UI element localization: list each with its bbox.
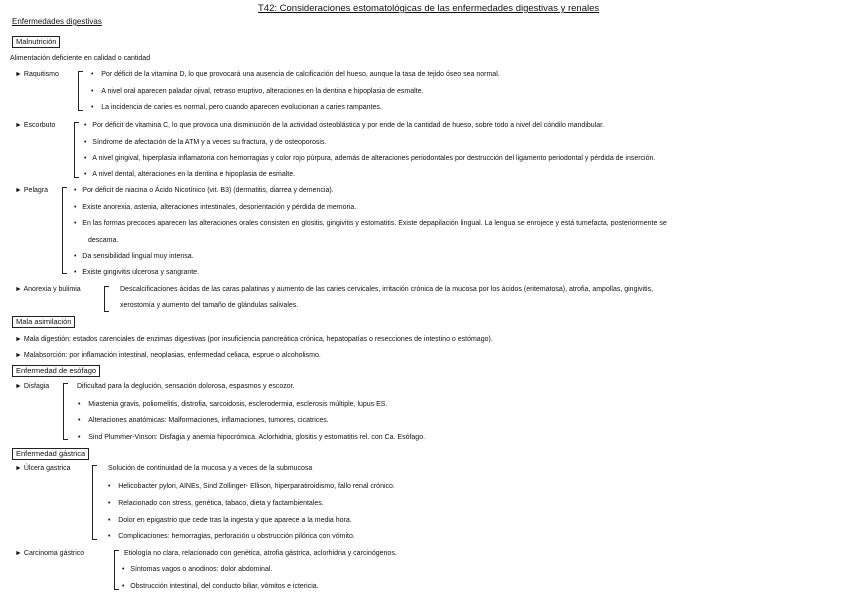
- bullet-icon: •: [74, 220, 77, 227]
- bullet-icon: •: [108, 500, 111, 507]
- list-item-text: Síntomas vagos o anodinos: dolor abdominal.: [130, 566, 273, 573]
- list-item: [108, 483, 395, 490]
- bullet-icon: •: [84, 155, 87, 162]
- bracket: [78, 71, 83, 111]
- escorbuto-term: [15, 122, 55, 129]
- anorexia-term: [15, 286, 81, 293]
- list-item: [108, 517, 352, 524]
- arrow-right-icon: ►: [15, 122, 22, 129]
- bullet-icon: •: [122, 583, 125, 590]
- anorexia-line-2: xerostomía y aumento del tamaño de glándulas salivales.: [120, 302, 299, 309]
- list-item-text: Por déficit de niacina o Ácido Nicotínico (vit. B3) (dermatitis, diarrea y demencia).: [82, 187, 334, 194]
- list-item-text: Complicaciones: hemorragias, perforación u obstrucción pilórica con vómito.: [118, 533, 355, 540]
- list-item-text: A nivel oral aparecen paladar ojival, retraso eruptivo, alteraciones en la dentina e hipoplasia de esmalte.: [101, 88, 424, 95]
- bullet-icon: •: [78, 434, 81, 441]
- ulcera-term: [15, 465, 71, 472]
- list-item-text: Por déficit de vitamina C, lo que provoca una disminución de la actividad osteoblástica y por ende de la cantidad de hueso, sobre todo a nivel del cóndilo mandibular.: [92, 122, 605, 129]
- carcinoma-intro: Etiología no clara, relacionado con genética, atrofia gástrica, aclorhidria y carcinógenos.: [124, 550, 397, 557]
- bullet-icon: •: [78, 417, 81, 424]
- list-item-text: Obstrucción intestinal, del conducto biliar, vómitos e ictericia.: [130, 583, 319, 590]
- list-item-text: Alteraciones anatómicas: Malformaciones, inflamaciones, tumores, cicatrices.: [88, 417, 329, 424]
- arrow-right-icon: ►: [15, 336, 22, 343]
- bullet-icon: •: [91, 88, 94, 95]
- list-item: [84, 139, 326, 146]
- list-item: [84, 171, 295, 178]
- bullet-icon: •: [122, 566, 125, 573]
- list-item-text: Relacionado con stress, genética, tabaco, dieta y factambientales.: [118, 500, 324, 507]
- arrow-right-icon: ►: [15, 465, 22, 472]
- anorexia-line-1: Descalcificaciones ácidas de las caras palatinas y aumento de las caries cervicales, irritación crónica de la mucosa por los ácidos (eritematosa), atrofia, ampollas, gingivitis,: [120, 286, 654, 293]
- arrow-right-icon: ►: [15, 71, 22, 78]
- raquitismo-label: Raquitismo: [23, 71, 59, 78]
- list-item: [108, 500, 324, 507]
- list-item-text: A nivel gingival, hiperplasia inflamatoria con hemorragias y color rojo púrpura, además de alteraciones periodontales por destrucción del ligamento periodontal y pérdida de inserción.: [92, 155, 656, 162]
- document-title: T42: Consideraciones estomatológicas de las enfermedades digestivas y renales: [258, 3, 600, 14]
- list-item-text: Existe anorexia, astenia, alteraciones intestinales, desorientación y pérdida de memoria.: [82, 204, 357, 211]
- disfagia-label: Disfagia: [23, 383, 50, 390]
- list-item-text: Síndrome de afectación de la ATM y a veces su fractura, y de osteoporosis.: [92, 139, 327, 146]
- escorbuto-label: Escorbuto: [23, 122, 56, 129]
- bullet-icon: •: [74, 204, 77, 211]
- list-item: [84, 155, 655, 162]
- malnutricion-intro: Alimentación deficiente en calidad o cantidad: [10, 55, 151, 62]
- list-item: [84, 122, 604, 129]
- box-mala-asimilacion: Mala asimilación: [12, 316, 75, 328]
- bullet-icon: •: [108, 517, 111, 524]
- bullet-icon: •: [74, 253, 77, 260]
- arrow-right-icon: ►: [15, 383, 22, 390]
- list-item-text: Helicobacter pylori, AINEs, Sind Zollinger- Ellison, hiperparatiroidismo, fallo renal crónico.: [118, 483, 395, 490]
- bracket: [114, 550, 119, 590]
- bracket: [63, 383, 68, 440]
- disfagia-term: [15, 383, 49, 390]
- bullet-icon: •: [78, 401, 81, 408]
- list-item: [74, 269, 199, 276]
- arrow-right-icon: ►: [15, 187, 22, 194]
- bullet-icon: •: [74, 187, 77, 194]
- list-item: [15, 352, 321, 359]
- box-gastrica: Enfermedad gástrica: [12, 448, 89, 460]
- list-item-text: Malabsorción: por inflamación intestinal, neoplasias, enfermedad celiaca, esprue o alcoholismo.: [23, 352, 321, 359]
- list-item-text: En las formas precoces aparecen las alteraciones orales consisten en glositis, gingivitis y estomatitis. Existe depapilación lingual. La lengua se enrojece y está tumefacta, posteriormente se: [82, 220, 667, 227]
- arrow-right-icon: ►: [15, 352, 22, 359]
- bullet-icon: •: [84, 139, 87, 146]
- pelagra-label: Pelagra: [23, 187, 49, 194]
- list-item: [78, 417, 329, 424]
- list-item: [108, 533, 355, 540]
- list-item: [78, 434, 425, 441]
- list-item-text: Sind Plummer-Vinson: Disfagia y anemia hipocrómica. Aclorhidria, glositis y estomatitis rel. con Ca. Esófago.: [88, 434, 426, 441]
- list-item: [74, 253, 194, 260]
- carcinoma-term: [15, 550, 84, 557]
- list-item: [74, 187, 334, 194]
- bullet-icon: •: [91, 104, 94, 111]
- list-item: [122, 583, 319, 590]
- bullet-icon: •: [84, 122, 87, 129]
- list-item: [74, 204, 356, 211]
- bullet-icon: •: [91, 71, 94, 78]
- list-item-text: La incidencia de caries es normal, pero cuando aparecen evolucionan a caries rampantes.: [101, 104, 382, 111]
- list-item-continuation: descama.: [88, 237, 119, 244]
- arrow-right-icon: ►: [15, 286, 22, 293]
- list-item: [91, 104, 382, 111]
- list-item: [78, 401, 387, 408]
- list-item: [74, 220, 667, 227]
- raquitismo-term: [15, 71, 59, 78]
- list-item: [91, 88, 423, 95]
- section-heading-digestivas: Enfermedades digestivas: [12, 17, 102, 26]
- pelagra-term: [15, 187, 48, 194]
- disfagia-intro: Dificultad para la deglución, sensación dolorosa, espasmos y escozor.: [77, 383, 295, 390]
- bullet-icon: •: [108, 533, 111, 540]
- list-item: [15, 336, 493, 343]
- bracket: [74, 122, 79, 178]
- ulcera-intro: Solución de continuidad de la mucosa y a veces de la submucosa: [108, 465, 313, 472]
- list-item-text: Miastenia gravis, poliomelitis, distrofia, sarcoidosis, esclerodermia, esclerosis múltiple, lupus ES.: [88, 401, 388, 408]
- list-item-text: Da sensibilidad lingual muy intensa.: [82, 253, 194, 260]
- bracket: [92, 465, 97, 540]
- list-item: [91, 71, 500, 78]
- bracket: [62, 187, 67, 274]
- list-item-text: Por déficit de la vitamina D, lo que provocará una ausencia de calcificación del hueso, aunque la tasa de tejido óseo sea normal.: [101, 71, 500, 78]
- list-item-text: A nivel dental, alteraciones en la dentina e hipoplasia de esmalte.: [92, 171, 296, 178]
- bullet-icon: •: [108, 483, 111, 490]
- box-esofago: Enfermedad de esófago: [12, 365, 100, 377]
- arrow-right-icon: ►: [15, 550, 22, 557]
- bracket: [104, 286, 109, 312]
- list-item-text: Mala digestión: estados carenciales de enzimas digestivas (por insuficiencia pancreática crónica, hepatopatías o resecciones de intestino o estómago).: [23, 336, 493, 343]
- carcinoma-label: Carcinoma gástrico: [23, 550, 85, 557]
- ulcera-label: Úlcera gastrica: [23, 465, 71, 472]
- bullet-icon: •: [74, 269, 77, 276]
- list-item-text: Existe gingivitis ulcerosa y sangrante.: [82, 269, 200, 276]
- bullet-icon: •: [84, 171, 87, 178]
- list-item-text: Dolor en epigastrio que cede tras la ingesta y que aparece a la media hora.: [118, 517, 352, 524]
- anorexia-label: Anorexia y bulimia: [23, 286, 81, 293]
- list-item: [122, 566, 272, 573]
- box-malnutricion: Malnutrición: [12, 36, 60, 48]
